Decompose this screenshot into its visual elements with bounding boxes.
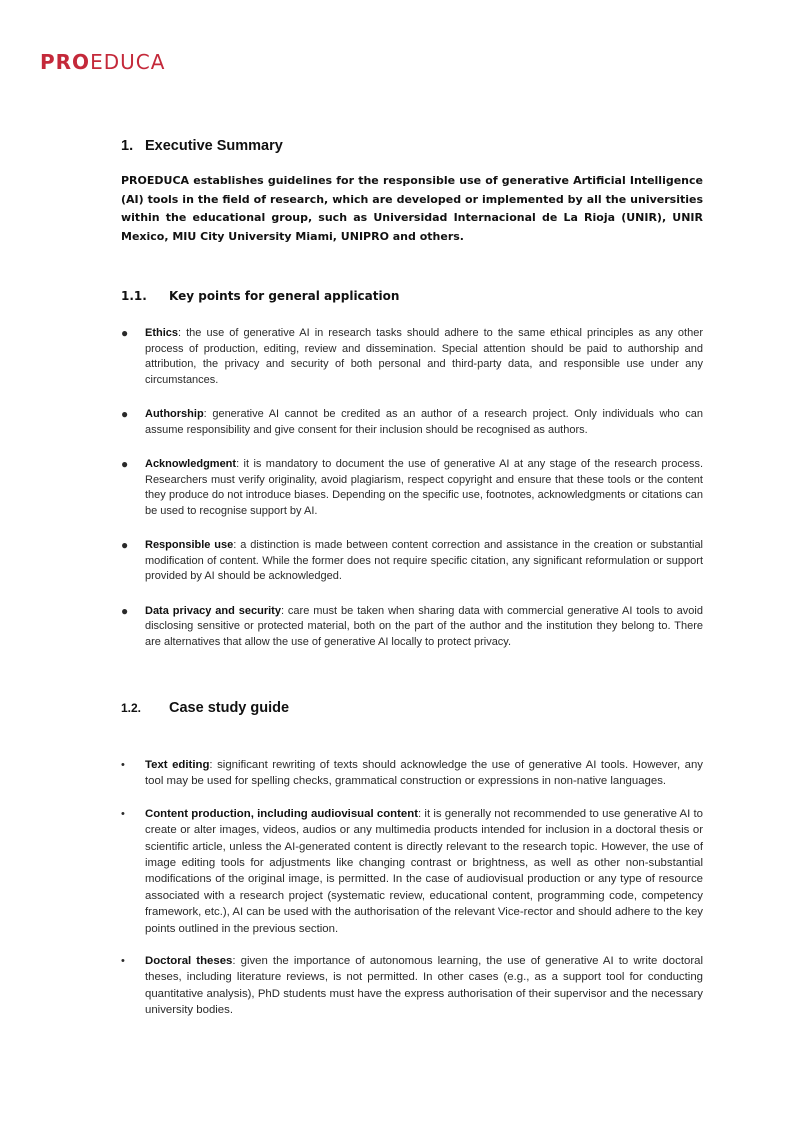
bullet-icon: • [121,759,125,771]
item-term: Acknowledgment [145,458,237,470]
bullet-icon: ● [121,326,129,340]
item-text: : it is generally not recommended to use generative AI to create or alter images, videos, audios or any multimedia products intended for inclusion in a doctoral thesis or scientific article, unless the AI-generated content is directly relevant to the research topic. However, the use of image editing tools for adjustments like changing contrast or brightness, as well as other non-substantial modifications of the original image, is permitted. In the case of audiovisual production or any type of resource associated with a research project (systematic review, educational content, programming code, competency framework, etc.), AI can be used with the authorisation of the relevant Vice-rector and should adhere to the key points outlined in the previous section. [145,807,704,935]
bullet-icon: • [121,955,125,968]
item-text: : the use of generative AI in research tasks should adhere to the same ethical principles as any other process of production, editing, review and dissemination. Special attention should be paid to authorship and attribution, the privacy and security of both personal and third-party data, and responsible use under any circumstances. [145,327,703,386]
item-text: : care must be taken when sharing data with commercial generative AI tools to avoid disclosing sensitive or protected material, both on the part of the author and the institution they belong to. There are alternatives that allow the use of generative AI locally to protect privacy. [145,604,703,648]
subsection-title: Key points for general application [169,289,400,303]
subsection-title: Case study guide [169,700,290,716]
section-heading-executive-summary [121,138,283,154]
item-text: : significant rewriting of texts should acknowledge the use of generative AI tools. However, any tool may be used for spelling checks, grammatical construction or expressions in non-native languages. [145,759,704,788]
bullet-icon: ● [121,538,129,552]
item-term: Content production, including audiovisual content [145,807,419,820]
item-term: Authorship [145,408,204,420]
list-item [121,604,703,651]
item-text: : a distinction is made between content correction and assistance in the creation or substantial modification of content. While the former does not require specific citation, any significant reformulation or support provided by AI should be acknowledged. [145,539,704,582]
subsection-heading-key-points [121,289,399,303]
bullet-icon: ● [121,603,129,618]
item-term: Responsible use [145,539,234,551]
proeduca-logo [40,50,165,74]
subsection-number: 1.1. [121,289,147,303]
logo-pro: PRO [40,50,91,74]
list-item [121,326,703,388]
list-item [121,953,703,1019]
key-points-list [121,326,703,669]
item-text: : it is mandatory to document the use of generative AI at any stage of the research process. Researchers must verify originality, avoid plagiarism, respect copyright and ensure that these tools or the content they produce do not introduce biases. Depending on the specific use, footnotes, acknowledgments or citations can be used to recognise support by AI. [145,458,703,517]
list-item [121,407,703,438]
bullet-icon: • [121,807,125,820]
subsection-number: 1.2. [121,701,142,715]
bullet-icon: ● [121,407,129,421]
list-item [121,757,703,790]
item-term: Doctoral theses [145,955,233,968]
list-item [121,457,703,519]
list-item [121,538,703,585]
subsection-heading-case-study [121,700,289,716]
item-term: Text editing [145,759,210,771]
list-item [121,806,703,937]
item-text: : generative AI cannot be credited as an author of a research project. Only individuals who can assume responsibility and give consent for their inclusion should be recognised as authors. [145,408,703,436]
logo-educa: EDUCA [90,50,166,74]
item-text: : given the importance of autonomous learning, the use of generative AI to write doctoral theses, including literature reviews, is not permitted. In other cases (e.g., as a support tool for conducting quantitative analysis), PhD students must have the express authorisation of their supervisor and the necessary university bodies. [145,955,703,1017]
item-term: Data privacy and security [145,604,281,617]
case-study-list [121,757,703,1035]
section-title: Executive Summary [145,138,283,154]
item-term: Ethics [145,327,179,339]
section-number: 1. [121,138,134,154]
executive-summary-lead: PROEDUCA establishes guidelines for the responsible use of generative Artificial Intelligence (AI) tools in the field of research, which are developed or implemented by all the universities within the educational group, such as Universidad Internacional de La Rioja (UNIR), UNIR Mexico, MIU City University Miami, UNIPRO and others. [121,174,703,243]
bullet-icon: ● [121,457,129,471]
